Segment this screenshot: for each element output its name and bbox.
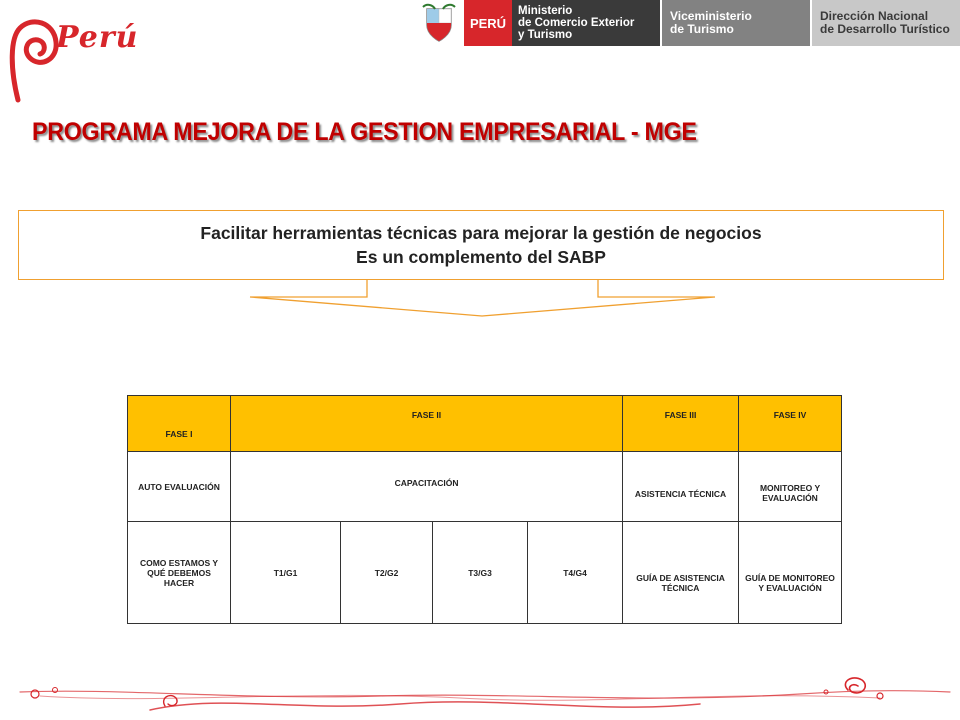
down-arrow-icon [245,280,720,320]
footer-swirl-decoration [0,660,960,720]
page-title: PROGRAMA MEJORA DE LA GESTION EMPRESARIAL - MGE [32,118,697,146]
brand-wordmark: Perú [56,20,139,55]
cell-t2-g2: T2/G2 [341,522,433,624]
coat-of-arms-icon [414,0,464,46]
cell-t1-g1: T1/G1 [231,522,341,624]
header-fase-2: FASE II [231,396,623,452]
table-row [128,396,842,452]
vice-ministry-line-1: Viceministerio [670,9,752,23]
header-fase-3: FASE III [623,396,739,452]
cell-capacitacion: CAPACITACIÓN [231,452,623,522]
phases-table [127,395,842,624]
direction-label [812,0,960,46]
ministry-label [512,0,660,46]
cell-monitoreo-evaluacion: MONITOREO Y EVALUACIÓN [739,452,842,522]
cell-t3-g3: T3/G3 [433,522,528,624]
vice-ministry-line-2: de Turismo [670,22,734,36]
direction-line-2: de Desarrollo Turístico [820,22,950,36]
table-row [128,522,842,624]
ministry-line-1: Ministerio [518,5,573,17]
vice-ministry-label [662,0,810,46]
government-header [414,0,960,46]
cell-como-estamos: COMO ESTAMOS Y QUÉ DEBEMOS HACER [128,522,231,624]
header-fase-4: FASE IV [739,396,842,452]
objective-line-2: Es un complemento del SABP [356,247,606,267]
ministry-line-2: de Comercio Exterior [518,17,635,29]
cell-guia-monitoreo: GUÍA DE MONITOREO Y EVALUACIÓN [739,522,842,624]
objective-line-1: Facilitar herramientas técnicas para mejorar la gestión de negocios [200,223,762,243]
ministry-line-3: y Turismo [518,29,573,41]
cell-auto-evaluacion: AUTO EVALUACIÓN [128,452,231,522]
direction-line-1: Dirección Nacional [820,9,929,23]
cell-t4-g4: T4/G4 [528,522,623,624]
cell-asistencia-tecnica: ASISTENCIA TÉCNICA [623,452,739,522]
peru-label: PERÚ [464,0,512,46]
objective-box [18,210,944,280]
cell-guia-asistencia: GUÍA DE ASISTENCIA TÉCNICA [623,522,739,624]
table-row [128,452,842,522]
header-fase-1: FASE I [128,396,231,452]
